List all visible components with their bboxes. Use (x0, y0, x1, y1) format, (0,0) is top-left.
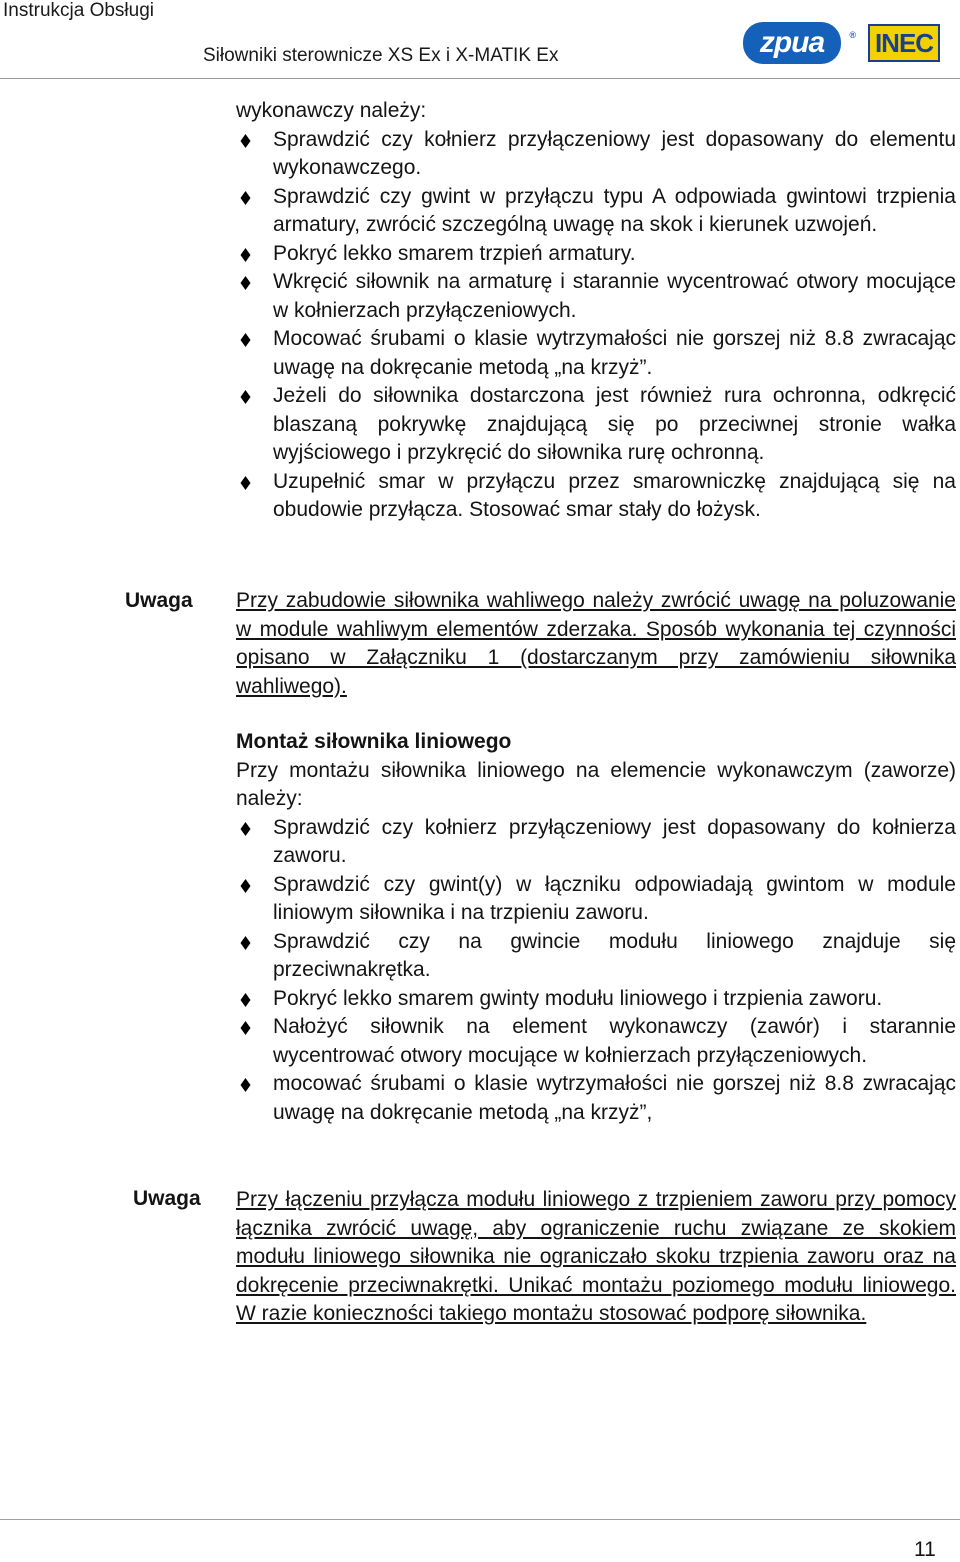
list-item-text: Sprawdzić czy gwint w przyłączu typu A odpowiada gwintowi trzpienia armatury, zwrócić szczególną uwagę na skok i kierunek uzwojeń. (273, 184, 956, 236)
diamond-bullet-icon (239, 879, 252, 893)
section-rotary-mounting (236, 97, 956, 525)
list-item-text: Sprawdzić czy gwint(y) w łączniku odpowiadają gwintom w module liniowym siłownika i na trzpieniu zaworu. (273, 872, 956, 924)
section2-heading: Montaż siłownika liniowego (236, 730, 512, 753)
note1 (236, 587, 956, 701)
note1-label: Uwaga (125, 589, 193, 612)
diamond-bullet-icon (239, 134, 252, 148)
list-item (236, 928, 956, 985)
note2 (236, 1186, 956, 1329)
list-item-text: Sprawdzić czy kołnierz przyłączeniowy jest dopasowany do elementu wykonawczego. (273, 127, 956, 179)
diamond-bullet-icon (239, 191, 252, 205)
page-number: 11 (914, 1538, 936, 1561)
diamond-bullet-icon (239, 993, 252, 1007)
diamond-bullet-icon (239, 1078, 252, 1092)
diamond-bullet-icon (239, 1021, 252, 1035)
zpua-logo (743, 22, 855, 64)
list-item-text: mocować śrubami o klasie wytrzymałości nie gorszej niż 8.8 zwracając uwagę na dokręcanie metodą „na krzyż”, (273, 1072, 956, 1124)
list-item (236, 814, 956, 871)
list-item (236, 1013, 956, 1070)
note2-text: Przy łączeniu przyłącza modułu liniowego z trzpieniem zaworu przy pomocy łącznika zwrócić uwagę, aby ograniczenie ruchu związane ze skokiem modułu liniowego siłownika nie ograniczało skoku trzpienia zaworu oraz na dokręcenie przeciwnakrętki. Unikać montażu poziomego modułu liniowego. W razie konieczności takiego montażu stosować podporę siłownika. (236, 1188, 956, 1325)
diamond-bullet-icon (239, 822, 252, 836)
section-linear-mounting (236, 728, 956, 1127)
note2-label: Uwaga (133, 1187, 201, 1210)
list-item (236, 468, 956, 525)
inec-logo-text: INEC (874, 28, 934, 58)
section1-bullet-list (236, 126, 956, 525)
diamond-bullet-icon (239, 476, 252, 490)
note1-text: Przy zabudowie siłownika wahliwego należy zwrócić uwagę na poluzowanie w module wahliwym elementów zderzaka. Sposób wykonania tej czynności opisano w Załączniku 1 (dostarczanym przy zamówieniu siłownika wahliwego). (236, 589, 956, 698)
document-subtitle: Siłowniki sterownicze XS Ex i X-MATIK Ex (203, 45, 559, 66)
document-type: Instrukcja Obsługi (3, 0, 155, 21)
list-item-text: Sprawdzić czy na gwincie modułu liniowego znajduje się przeciwnakrętka. (273, 929, 956, 981)
section2-intro: Przy montażu siłownika liniowego na elemencie wykonawczym (zaworze) należy: (236, 758, 956, 810)
diamond-bullet-icon (239, 276, 252, 290)
list-item-text: Nałożyć siłownik na element wykonawczy (zawór) i starannie wycentrować otwory mocujące w kołnierzach przyłączeniowych. (273, 1015, 956, 1067)
page-header (0, 0, 960, 79)
diamond-bullet-icon (239, 248, 252, 262)
list-item-text: Mocować śrubami o klasie wytrzymałości nie gorszej niż 8.8 zwracając uwagę na dokręcanie metodą „na krzyż”. (273, 327, 956, 379)
footer-divider (0, 1519, 960, 1520)
list-item-text: Pokryć lekko smarem trzpień armatury. (273, 241, 636, 265)
list-item-text: Sprawdzić czy kołnierz przyłączeniowy jest dopasowany do kołnierza zaworu. (273, 815, 956, 867)
list-item-text: Jeżeli do siłownika dostarczona jest również rura ochronna, odkręcić blaszaną pokrywkę znajdującą się po przeciwnej stronie wałka wyjściowego i przykręcić do siłownika rurę ochronną. (273, 384, 956, 464)
list-item (236, 240, 956, 269)
list-item (236, 1070, 956, 1127)
list-item (236, 985, 956, 1014)
list-item (236, 126, 956, 183)
list-item-text: Pokryć lekko smarem gwinty modułu liniowego i trzpienia zaworu. (273, 986, 883, 1010)
list-item (236, 325, 956, 382)
section1-intro: wykonawczy należy: (236, 99, 427, 122)
section2-bullet-list (236, 814, 956, 1128)
diamond-bullet-icon (239, 936, 252, 950)
list-item (236, 382, 956, 468)
list-item (236, 268, 956, 325)
list-item (236, 183, 956, 240)
diamond-bullet-icon (239, 333, 252, 347)
zpua-logo-text: zpua (759, 26, 825, 59)
inec-logo (868, 24, 940, 62)
registered-mark: ® (849, 30, 855, 40)
list-item-text: Uzupełnić smar w przyłączu przez smarowniczkę znajdującą się na obudowie przyłącza. Stosować smar stały do łożysk. (273, 469, 956, 521)
list-item (236, 871, 956, 928)
list-item-text: Wkręcić siłownik na armaturę i starannie wycentrować otwory mocujące w kołnierzach przyłączeniowych. (273, 270, 956, 322)
diamond-bullet-icon (239, 390, 252, 404)
